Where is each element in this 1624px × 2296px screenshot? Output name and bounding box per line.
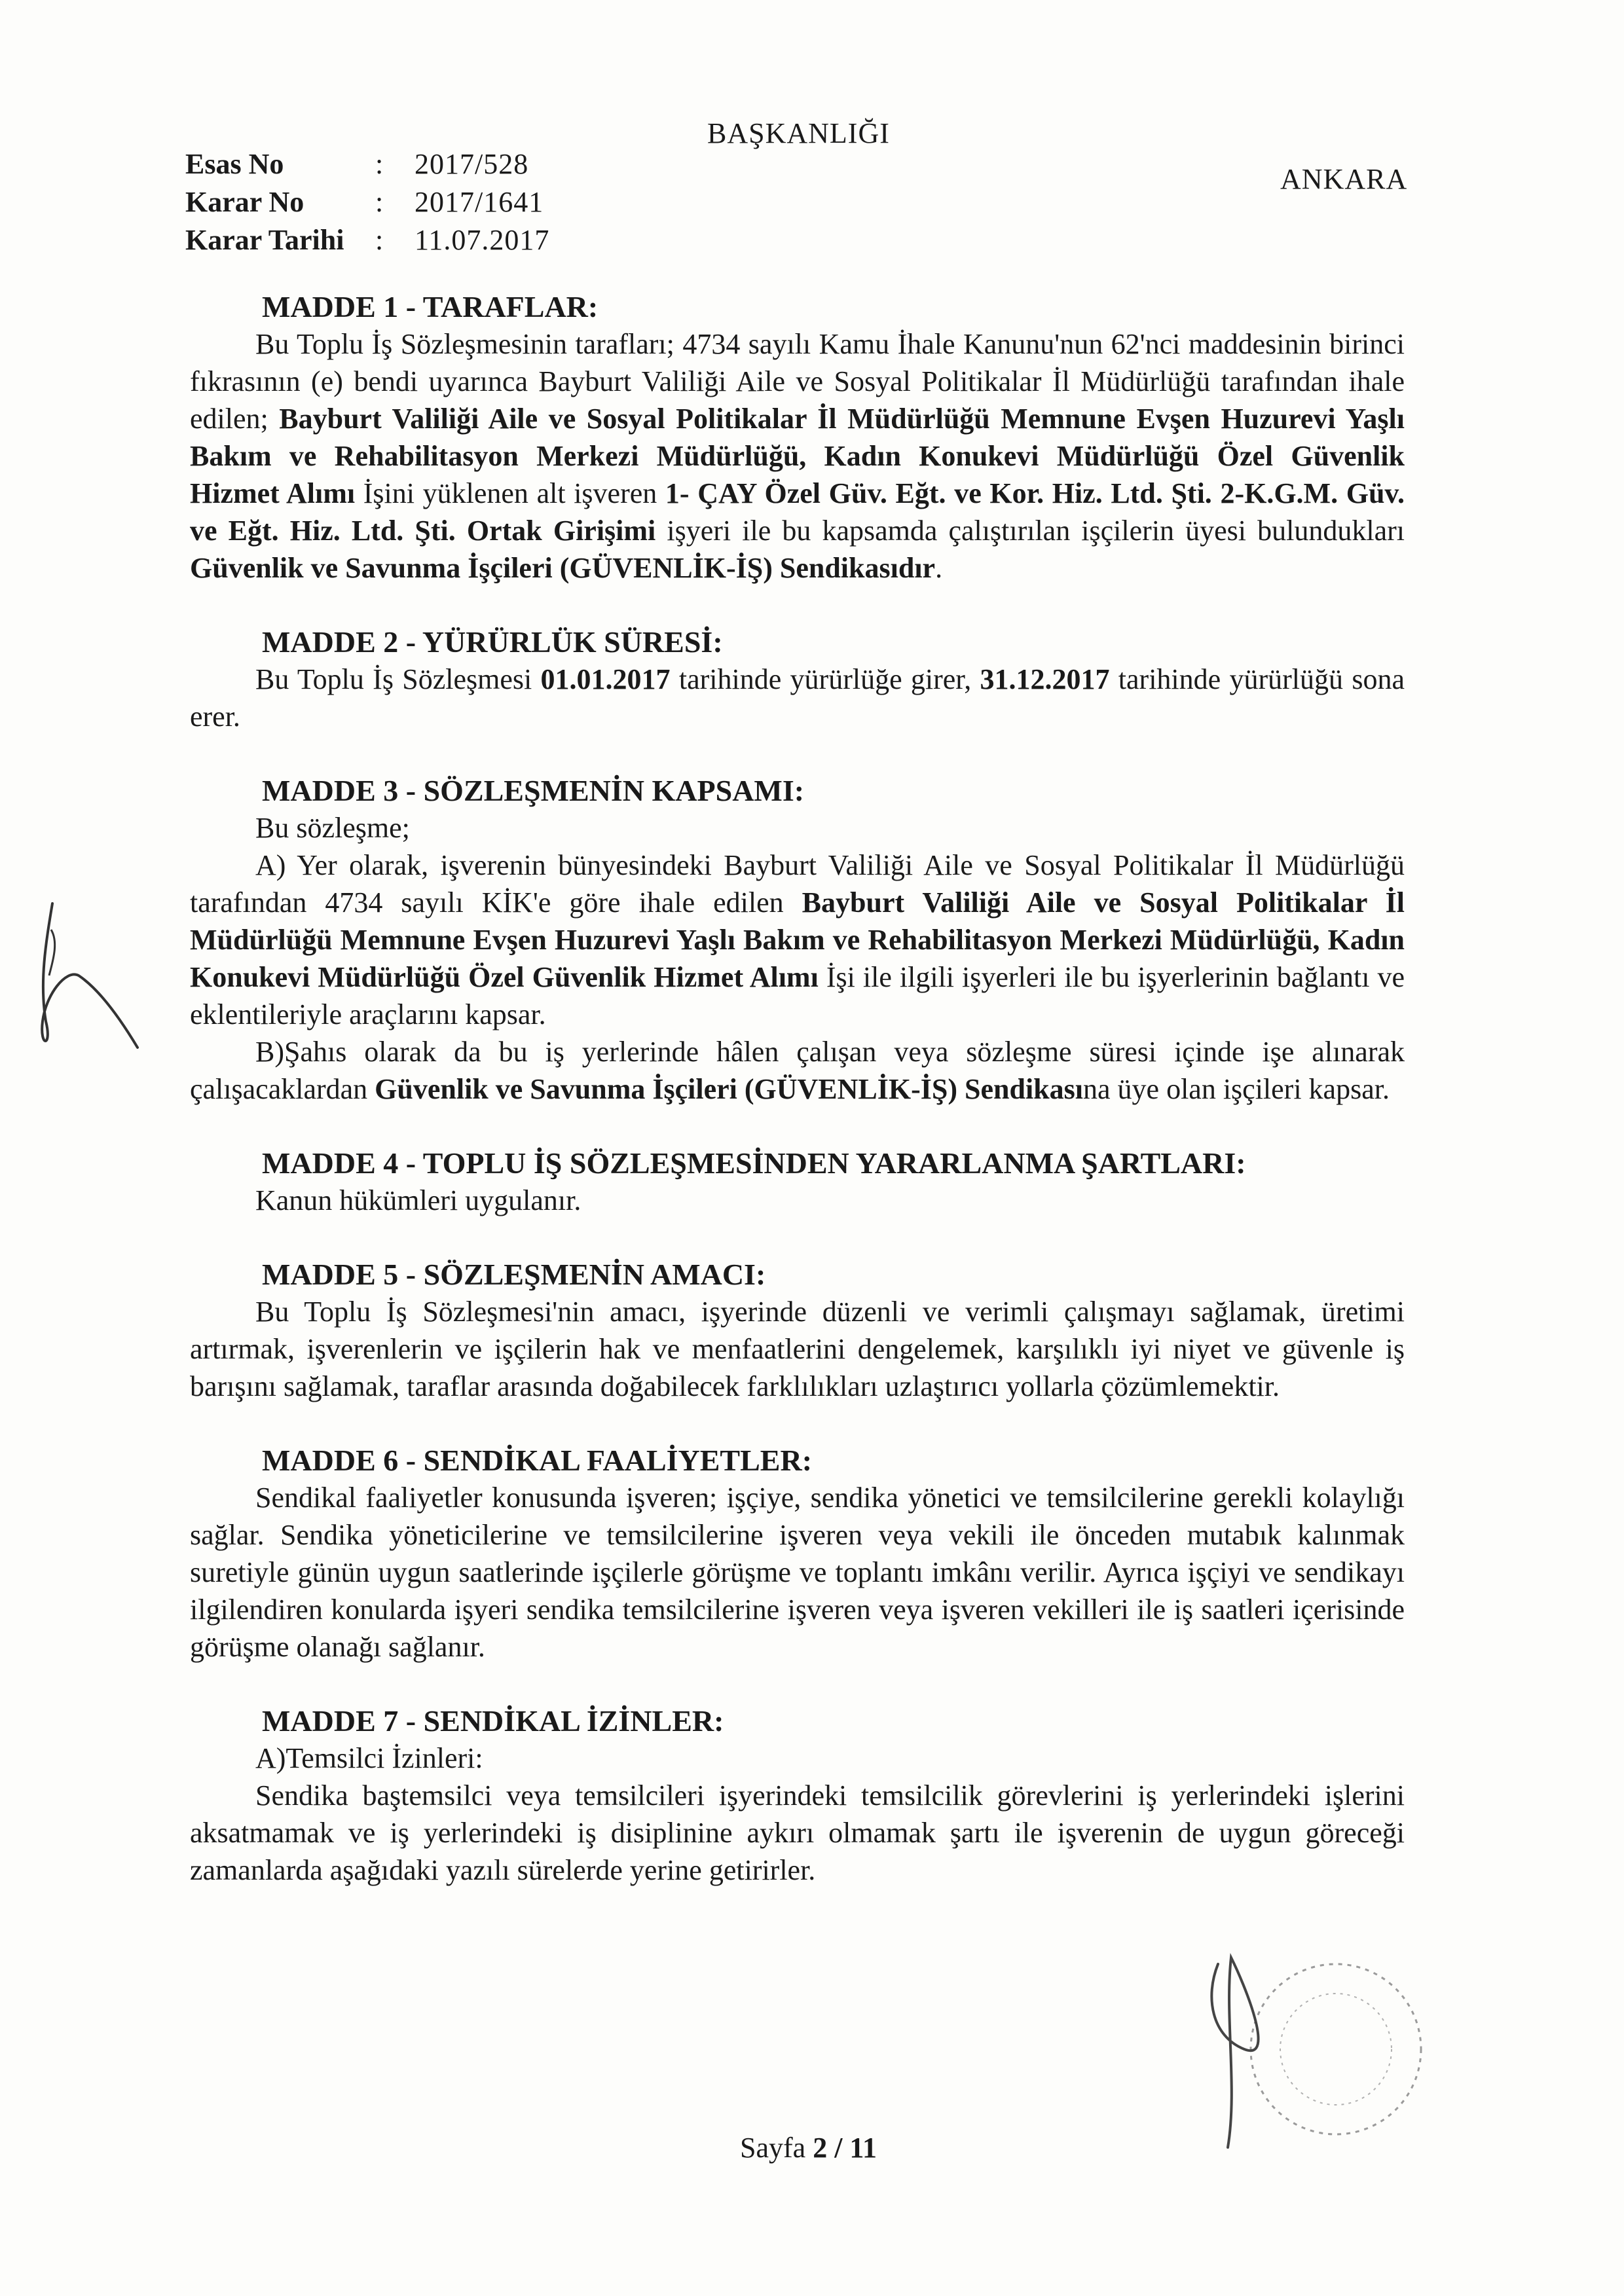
stamp-seal	[1166, 1938, 1441, 2160]
article-paragraph: Kanun hükümleri uygulanır.	[255, 1184, 581, 1216]
article-paragraph	[190, 1033, 1405, 1108]
article-2	[190, 623, 1405, 735]
bold-run: 01.01.2017	[540, 663, 671, 695]
text-run: tarihinde yürürlüğü sona erer.	[190, 663, 1405, 733]
meta-colon: :	[375, 148, 384, 180]
text-run: tarihinde yürürlüğe girer,	[670, 663, 980, 695]
article-3	[190, 772, 1405, 1108]
text-run: işyeri ile bu kapsamda çalıştırılan işçilerin üyesi bulundukları	[655, 515, 1405, 547]
article-7	[190, 1702, 1405, 1889]
document-body	[190, 288, 1405, 1925]
article-title: MADDE 2 - YÜRÜRLÜK SÜRESİ:	[262, 625, 723, 659]
article-paragraph	[190, 847, 1405, 1033]
page-number: 2 / 11	[813, 2132, 877, 2164]
meta-row-karar	[185, 183, 549, 221]
article-paragraph: Bu Toplu İş Sözleşmesi'nin amacı, işyerinde düzenli ve verimli çalışmayı sağlamak, üretimi artırmak, işverenlerin ve işçilerin hak ve menfaatlerini dengelemek, karşılıklı iyi niyet ve güvenle iş barışını sağlamak, taraflar arasında doğabilecek farklılıkları uzlaştırıcı yollarla çözümlemektir.	[190, 1296, 1405, 1402]
header-city: ANKARA	[1280, 163, 1408, 195]
meta-row-esas	[185, 145, 549, 183]
article-title: MADDE 7 - SENDİKAL İZİNLER:	[262, 1704, 724, 1738]
header-title: BAŞKANLIĞI	[707, 117, 890, 149]
article-paragraph	[190, 325, 1405, 587]
article-paragraph: Sendika baştemsilci veya temsilcileri işyerindeki temsilcilik görevlerini iş yerlerindeki işlerini aksatmamak ve iş yerlerindeki iş disiplinine aykırı olmamak şartı ile işverenin de uygun göreceği zamanlarda aşağıdaki yazılı sürelerde yerine getirirler.	[190, 1779, 1405, 1886]
article-1	[190, 288, 1405, 587]
meta-row-karar-tarihi	[185, 221, 549, 259]
bold-run: 1- ÇAY Özel Güv. Eğt. ve Kor. Hiz. Ltd. Şti. 2-K.G.M. Güv. ve Eğt. Hiz. Ltd. Şti. Ortak Girişimi	[190, 477, 1405, 547]
text-run: .	[935, 552, 943, 584]
meta-label: Karar Tarihi	[185, 224, 344, 256]
article-title: MADDE 5 - SÖZLEŞMENİN AMACI:	[262, 1258, 766, 1291]
case-meta	[185, 145, 549, 259]
meta-label: Esas No	[185, 148, 284, 180]
article-4	[190, 1144, 1405, 1219]
meta-value: 2017/1641	[415, 186, 544, 218]
meta-value: 11.07.2017	[415, 224, 550, 256]
bold-run: Bayburt Valiliği Aile ve Sosyal Politikalar İl Müdürlüğü Memnune Evşen Huzurevi Yaşlı Bakım ve Rehabilitasyon Merkezi Müdürlüğü, Kadın Konukevi Müdürlüğü Özel Güvenlik Hizmet Alımı	[190, 403, 1405, 509]
article-title: MADDE 3 - SÖZLEŞMENİN KAPSAMI:	[262, 774, 805, 807]
text-run: İşi ile ilgili işyerleri ile bu işyerlerinin bağlantı ve eklentileriyle araçlarını kapsar.	[190, 961, 1405, 1030]
article-paragraph: Sendikal faaliyetler konusunda işveren; işçiye, sendika yönetici ve temsilcilerine gerekli kolaylığı sağlar. Sendika yöneticilerine ve temsilcilerine işveren veya vekili ile önceden mutabık kalınmak suretiyle günün uygun saatlerinde işçilerle görüşme ve toplantı imkânı verilir. Ayrıca işçiyi ve sendikayı ilgilendiren konularda işyeri sendika temsilcilerine işveren veya işveren vekilleri ile iş saatleri içerisinde görüşme olanağı sağlanır.	[190, 1482, 1405, 1663]
article-paragraph	[190, 661, 1405, 735]
text-run: A) Yer olarak, işverenin bünyesindeki Bayburt Valiliği Aile ve Sosyal Politikalar İl Müdürlüğü tarafından 4734 sayılı KİK'e göre ihale edilen	[190, 849, 1405, 919]
article-title: MADDE 4 - TOPLU İŞ SÖZLEŞMESİNDEN YARARLANMA ŞARTLARI:	[262, 1146, 1246, 1180]
meta-colon: :	[375, 186, 384, 218]
article-6	[190, 1442, 1405, 1666]
text-run: İşini yüklenen alt işveren	[355, 477, 665, 509]
bold-run: 31.12.2017	[980, 663, 1110, 695]
article-title: MADDE 1 - TARAFLAR:	[262, 290, 599, 323]
meta-value: 2017/528	[415, 148, 529, 180]
handwritten-initial-signature	[26, 890, 151, 1061]
article-paragraph: Bu sözleşme;	[255, 812, 410, 844]
bold-run: Bayburt Valiliği Aile ve Sosyal Politikalar İl Müdürlüğü Memnune Evşen Huzurevi Yaşlı Bakım ve Rehabilitasyon Merkezi Müdürlüğü, Kadın Konukevi Müdürlüğü Özel Güvenlik Hizmet Alımı	[190, 886, 1405, 993]
footer-label: Sayfa	[740, 2132, 813, 2164]
text-run: B)Şahıs olarak da bu iş yerlerinde hâlen çalışan veya sözleşme süresi içinde işe alınarak çalışacaklardan	[190, 1036, 1405, 1105]
page-footer	[740, 2131, 877, 2164]
text-run: Bu Toplu İş Sözleşmesinin tarafları; 4734 sayılı Kamu İhale Kanunu'nun 62'nci maddesinin birinci fıkrasının (e) bendi uyarınca Bayburt Valiliği Aile ve Sosyal Politikalar İl Müdürlüğü tarafından ihale edilen;	[190, 328, 1405, 435]
article-5	[190, 1256, 1405, 1405]
article-title: MADDE 6 - SENDİKAL FAALİYETLER:	[262, 1444, 813, 1477]
bold-run: Güvenlik ve Savunma İşçileri (GÜVENLİK-İŞ) Sendikası	[375, 1073, 1084, 1105]
meta-colon: :	[375, 224, 384, 256]
article-paragraph: A)Temsilci İzinleri:	[255, 1742, 483, 1774]
bold-run: Güvenlik ve Savunma İşçileri (GÜVENLİK-İŞ) Sendikasıdır	[190, 552, 936, 584]
text-run: Bu Toplu İş Sözleşmesi	[255, 663, 541, 695]
text-run: na üye olan işçileri kapsar.	[1083, 1073, 1390, 1105]
meta-label: Karar No	[185, 186, 304, 218]
